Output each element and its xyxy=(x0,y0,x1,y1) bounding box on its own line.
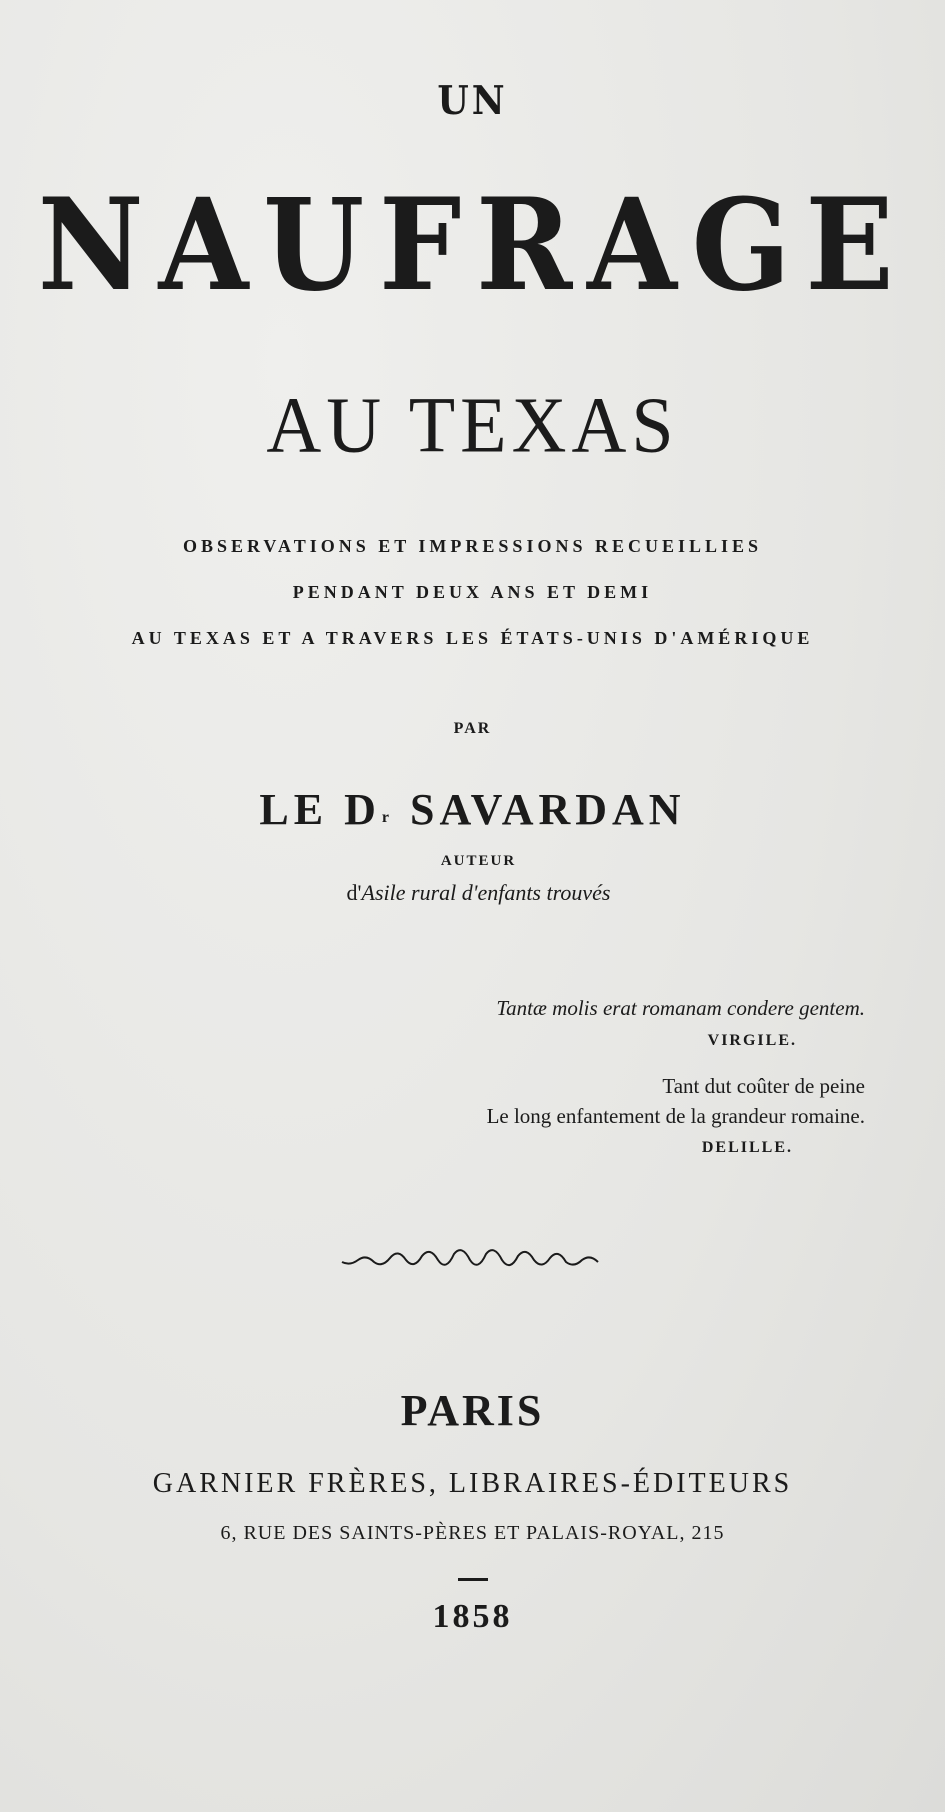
title-line-naufrage: NAUFRAGE xyxy=(37,171,909,319)
previous-work-title: Asile rural d'enfants trouvés xyxy=(361,880,611,905)
par-label: PAR xyxy=(453,720,492,737)
previous-work-prefix: d' xyxy=(346,880,362,905)
author-prefix-superscript: r xyxy=(381,809,395,826)
title-line-au-texas: AU TEXAS xyxy=(266,380,679,470)
title-line-un: UN xyxy=(437,77,508,125)
epigraph-latin: Tantæ molis erat romanam condere gentem. xyxy=(496,996,865,1020)
imprint-publisher: GARNIER FRÈRES, LIBRAIRES-ÉDITEURS xyxy=(152,1468,793,1499)
author-surname: SAVARDAN xyxy=(410,785,686,834)
subtitle-line-2: PENDANT DEUX ANS ET DEMI xyxy=(292,582,653,602)
subtitle-line-3: AU TEXAS ET A TRAVERS LES ÉTATS-UNIS D'AMÉRIQUE xyxy=(131,628,814,648)
imprint-rule xyxy=(458,1578,488,1581)
wavy-ornament xyxy=(340,1244,600,1272)
subtitle-line-1: OBSERVATIONS ET IMPRESSIONS RECUEILLIES xyxy=(182,536,763,556)
author-prefix: LE D xyxy=(259,785,381,834)
imprint-city: PARIS xyxy=(400,1386,545,1435)
epigraph-french-author: DELILLE. xyxy=(701,1139,793,1156)
imprint-year: 1858 xyxy=(432,1598,513,1635)
imprint-address: 6, RUE DES SAINTS-PÈRES ET PALAIS-ROYAL, 215 xyxy=(220,1522,725,1544)
auteur-label: AUTEUR xyxy=(440,853,517,869)
author-name xyxy=(0,782,945,838)
previous-work xyxy=(6,880,945,906)
epigraph-french-line-1: Tant dut coûter de peine xyxy=(662,1074,865,1098)
epigraph-latin-author: VIRGILE. xyxy=(707,1032,797,1049)
epigraph-french-line-2: Le long enfantement de la grandeur romaine. xyxy=(486,1104,865,1128)
